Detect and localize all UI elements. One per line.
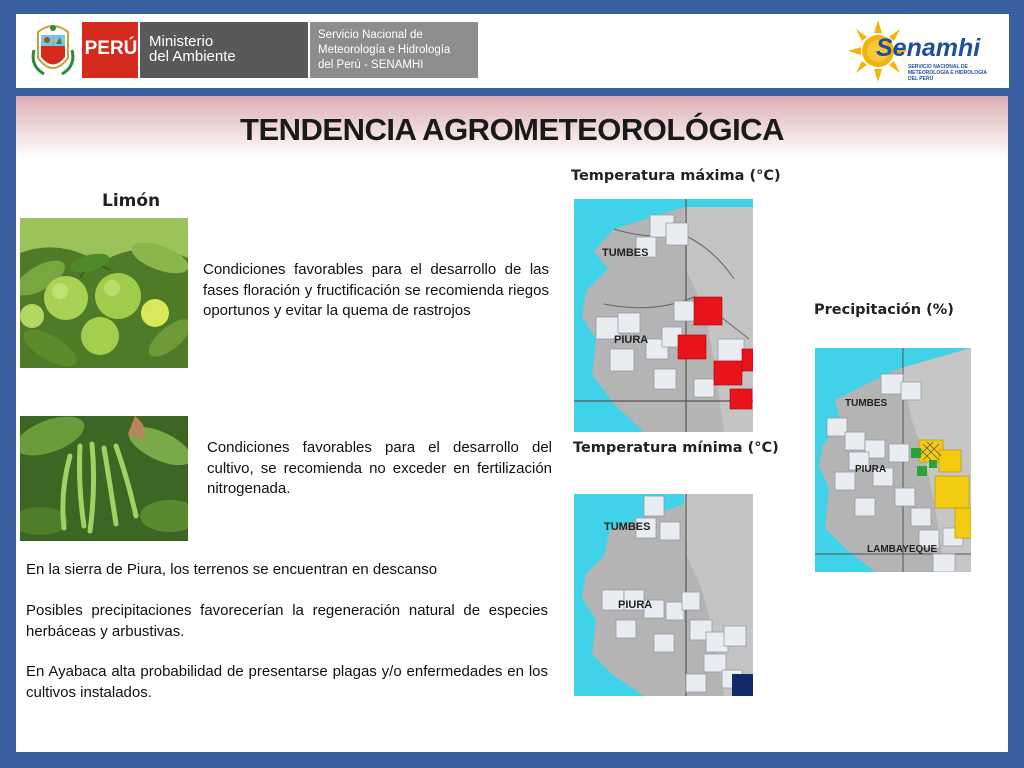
note-sierra: En la sierra de Piura, los terrenos se encuentran en descanso (26, 561, 438, 578)
tmin-piura-label: PIURA (618, 599, 653, 611)
ministry-line-1: Ministerio (149, 33, 214, 50)
senamhi-logo (848, 18, 998, 86)
tmin-map (574, 494, 753, 696)
lemon-photo (20, 218, 188, 368)
header-bar (16, 14, 1009, 88)
beans-photo (20, 416, 188, 541)
senamhi-wordmark: Senamhi (876, 34, 981, 62)
tmax-tumbes-label: TUMBES (602, 247, 649, 259)
peru-brand-box (82, 22, 140, 78)
precip-lambayeque-label: LAMBAYEQUE (867, 544, 938, 555)
peru-label: PERÚ (84, 38, 138, 59)
tmin-map-label: Temperatura mínima (°C) (573, 440, 779, 456)
note-precipitation: Posibles precipitaciones favorecerían la regeneración natural de especies herbáceas y arbustivas. (26, 602, 548, 640)
senamhi-subtitle: SERVICIO NACIONAL DE METEOROLOGÍA E HIDROLOGÍA DEL PERÚ (908, 64, 987, 82)
service-line-1: Servicio Nacional de (318, 29, 423, 41)
limon-description: Condiciones favorables para el desarrollo de las fases floración y fructificación se recomienda riegos oportunos y evitar la quema de rastrojos (203, 261, 549, 320)
service-line-3: del Perú - SENAMHI (318, 59, 424, 71)
ministry-box (140, 22, 308, 78)
frijol-description: Condiciones favorables para el desarrollo del cultivo, se recomienda no exceder en fertilización nitrogenada. (207, 439, 552, 498)
tmin-tumbes-label: TUMBES (604, 521, 651, 533)
precip-tumbes-label: TUMBES (845, 398, 888, 409)
note-ayabaca: En Ayabaca alta probabilidad de presentarse plagas y/o enfermedades en los cultivos instalados. (26, 663, 548, 701)
precip-map-label: Precipitación (%) (814, 302, 954, 318)
precip-map (815, 348, 971, 572)
tmax-piura-label: PIURA (614, 334, 649, 346)
service-line-2: Meteorología e Hidrología (318, 44, 451, 56)
peru-coat-of-arms-icon (30, 22, 76, 80)
tmax-map-label: Temperatura máxima (°C) (571, 168, 781, 184)
service-box (310, 22, 478, 78)
page-title: TENDENCIA AGROMETEOROLÓGICA (240, 112, 784, 147)
slide-content (16, 96, 1008, 752)
tmax-map (574, 199, 753, 432)
crop-label-limon: Limón (102, 191, 161, 211)
ministry-line-2: del Ambiente (149, 48, 236, 65)
precip-piura-label: PIURA (855, 464, 887, 475)
